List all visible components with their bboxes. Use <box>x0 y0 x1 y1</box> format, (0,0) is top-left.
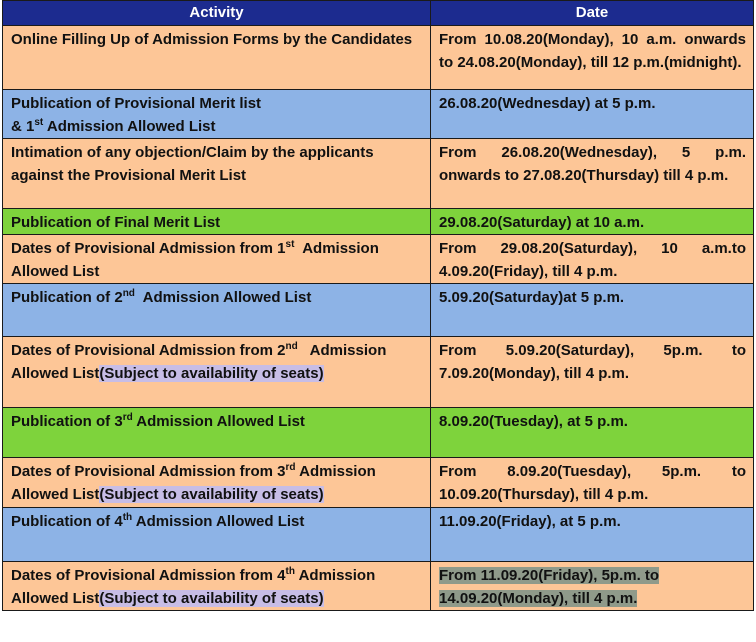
date-cell: 29.08.20(Saturday) at 10 a.m. <box>431 209 754 235</box>
ordinal-suffix: nd <box>285 341 298 352</box>
activity-text: Admission Allowed List <box>43 118 216 135</box>
activity-cell <box>3 90 431 139</box>
activity-text: Publication of 4 <box>11 513 123 530</box>
table-row <box>3 508 754 562</box>
date-cell: From 5.09.20(Saturday), 5p.m. to 7.09.20(Monday), till 4 p.m. <box>431 337 754 408</box>
activity-text: Admission Allowed List <box>132 413 305 430</box>
activity-text: & 1 <box>11 118 35 135</box>
table-row <box>3 408 754 458</box>
date-cell: 11.09.20(Friday), at 5 p.m. <box>431 508 754 562</box>
date-cell: From 26.08.20(Wednesday), 5 p.m. onwards to 27.08.20(Thursday) till 4 p.m. <box>431 139 754 209</box>
activity-cell <box>3 408 431 458</box>
admission-schedule-table <box>2 0 754 611</box>
activity-text: Dates of Provisional Admission from 4 <box>11 567 286 584</box>
date-text: From 11.09.20(Friday), 5p.m. to <box>439 567 660 584</box>
ordinal-suffix: rd <box>122 412 133 423</box>
activity-text: Dates of Provisional Admission from 1 <box>11 240 286 257</box>
ordinal-suffix: st <box>285 239 295 250</box>
activity-cell: Intimation of any objection/Claim by the applicants against the Provisional Merit List <box>3 139 431 209</box>
ordinal-suffix: rd <box>285 462 296 473</box>
activity-text: Dates of Provisional Admission from 3 <box>11 463 286 480</box>
header-activity: Activity <box>3 1 431 26</box>
activity-cell <box>3 562 431 611</box>
table-row <box>3 458 754 508</box>
activity-cell <box>3 337 431 408</box>
activity-text: Admission Allowed List <box>11 342 390 382</box>
date-text: 14.09.20(Monday), till 4 p.m. <box>439 590 638 607</box>
activity-cell <box>3 235 431 284</box>
date-cell: 26.08.20(Wednesday) at 5 p.m. <box>431 90 754 139</box>
activity-cell <box>3 458 431 508</box>
date-cell: 8.09.20(Tuesday), at 5 p.m. <box>431 408 754 458</box>
activity-text: Admission Allowed List <box>11 240 383 280</box>
activity-text: Publication of 3 <box>11 413 123 430</box>
ordinal-suffix: nd <box>122 288 135 299</box>
table-row <box>3 26 754 90</box>
activity-text: Dates of Provisional Admission from 2 <box>11 342 286 359</box>
ordinal-suffix: th <box>122 512 133 523</box>
activity-text: Admission Allowed List <box>11 567 376 607</box>
activity-cell <box>3 284 431 337</box>
table-row <box>3 209 754 235</box>
activity-cell: Publication of Final Merit List <box>3 209 431 235</box>
date-cell: From 29.08.20(Saturday), 10 a.m.to 4.09.20(Friday), till 4 p.m. <box>431 235 754 284</box>
date-cell: From 10.08.20(Monday), 10 a.m. onwards to 24.08.20(Monday), till 12 p.m.(midnight). <box>431 26 754 90</box>
ordinal-suffix: th <box>285 566 295 577</box>
table-row <box>3 284 754 337</box>
date-cell <box>431 562 754 611</box>
activity-text: Admission Allowed List <box>11 463 376 503</box>
activity-text: Admission Allowed List <box>132 513 305 530</box>
header-date: Date <box>431 1 754 26</box>
date-cell: 5.09.20(Saturday)at 5 p.m. <box>431 284 754 337</box>
table-row <box>3 90 754 139</box>
availability-note: (Subject to availability of seats) <box>99 590 324 607</box>
header-row <box>3 1 754 26</box>
activity-cell <box>3 508 431 562</box>
ordinal-suffix: st <box>34 117 44 128</box>
activity-text: Publication of Provisional Merit list <box>11 95 262 112</box>
activity-cell: Online Filling Up of Admission Forms by the Candidates <box>3 26 431 90</box>
table-row <box>3 139 754 209</box>
availability-note: (Subject to availability of seats) <box>99 486 324 503</box>
table-row <box>3 235 754 284</box>
table-row <box>3 337 754 408</box>
date-cell: From 8.09.20(Tuesday), 5p.m. to 10.09.20(Thursday), till 4 p.m. <box>431 458 754 508</box>
table-row <box>3 562 754 611</box>
activity-text: Publication of 2 <box>11 289 123 306</box>
availability-note: (Subject to availability of seats) <box>99 365 324 382</box>
activity-text: Admission Allowed List <box>134 289 312 306</box>
